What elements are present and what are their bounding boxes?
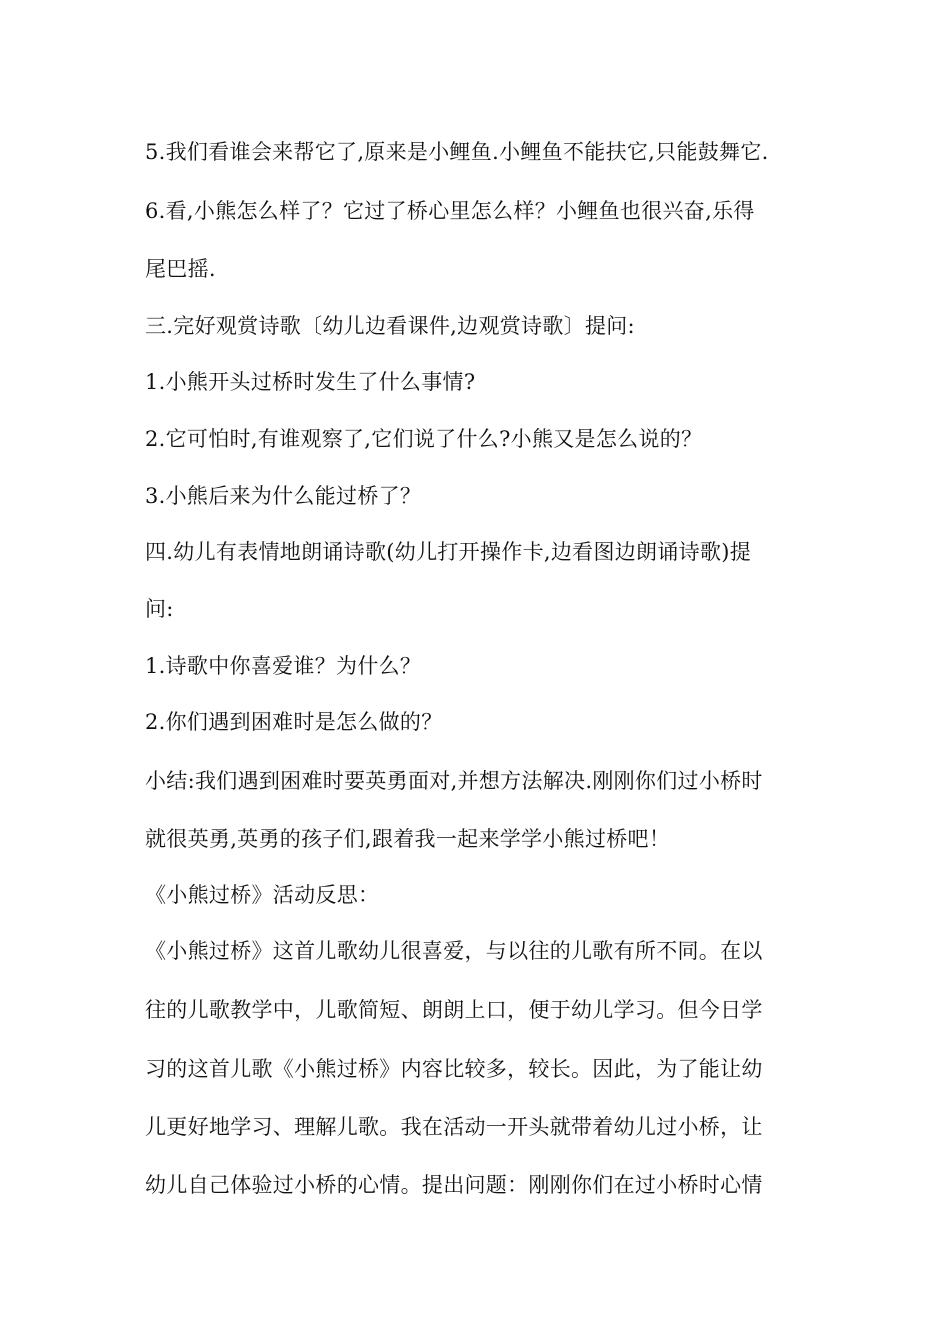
text-line: 1.小熊开头过桥时发生了什么事情? [145,370,476,394]
text-line: 尾巴摇. [145,257,216,281]
text-line: 三.完好观赏诗歌〔幼儿边看课件,边观赏诗歌〕提问: [145,314,635,338]
text-line: 2.它可怕时,有谁观察了,它们说了什么?小熊又是怎么说的？ [145,427,703,451]
text-line: 1.诗歌中你喜爱谁？为什么？ [145,654,422,678]
text-line: 往的儿歌教学中，儿歌简短、朗朗上口，便于幼儿学习。但今日学 [145,998,763,1022]
text-line: 《小熊过桥》这首儿歌幼儿很喜爱，与以往的儿歌有所不同。在以 [145,939,763,963]
text-line: 幼儿自己体验过小桥的心情。提出问题：刚刚你们在过小桥时心情 [145,1173,763,1197]
text-line: 5.我们看谁会来帮它了,原来是小鲤鱼.小鲤鱼不能扶它,只能鼓舞它. [145,140,769,164]
text-line: 习的这首儿歌《小熊过桥》内容比较多，较长。因此，为了能让幼 [145,1057,763,1081]
text-line: 四.幼儿有表情地朗诵诗歌(幼儿打开操作卡,边看图边朗诵诗歌)提 [145,540,752,564]
text-line: 3.小熊后来为什么能过桥了？ [145,484,422,508]
text-line: 就很英勇,英勇的孩子们,跟着我一起来学学小熊过桥吧！ [145,827,671,851]
text-line: 问: [145,597,174,621]
section-heading: 《小熊过桥》活动反思： [145,883,380,907]
text-line: 6.看,小熊怎么样了？它过了桥心里怎么样？小鲤鱼也很兴奋,乐得 [145,199,755,223]
text-line: 小结:我们遇到困难时要英勇面对,并想方法解决.刚刚你们过小桥时 [145,769,763,793]
text-line: 儿更好地学习、理解儿歌。我在活动一开头就带着幼儿过小桥，让 [145,1115,763,1139]
text-line: 2.你们遇到困难时是怎么做的？ [145,710,443,734]
